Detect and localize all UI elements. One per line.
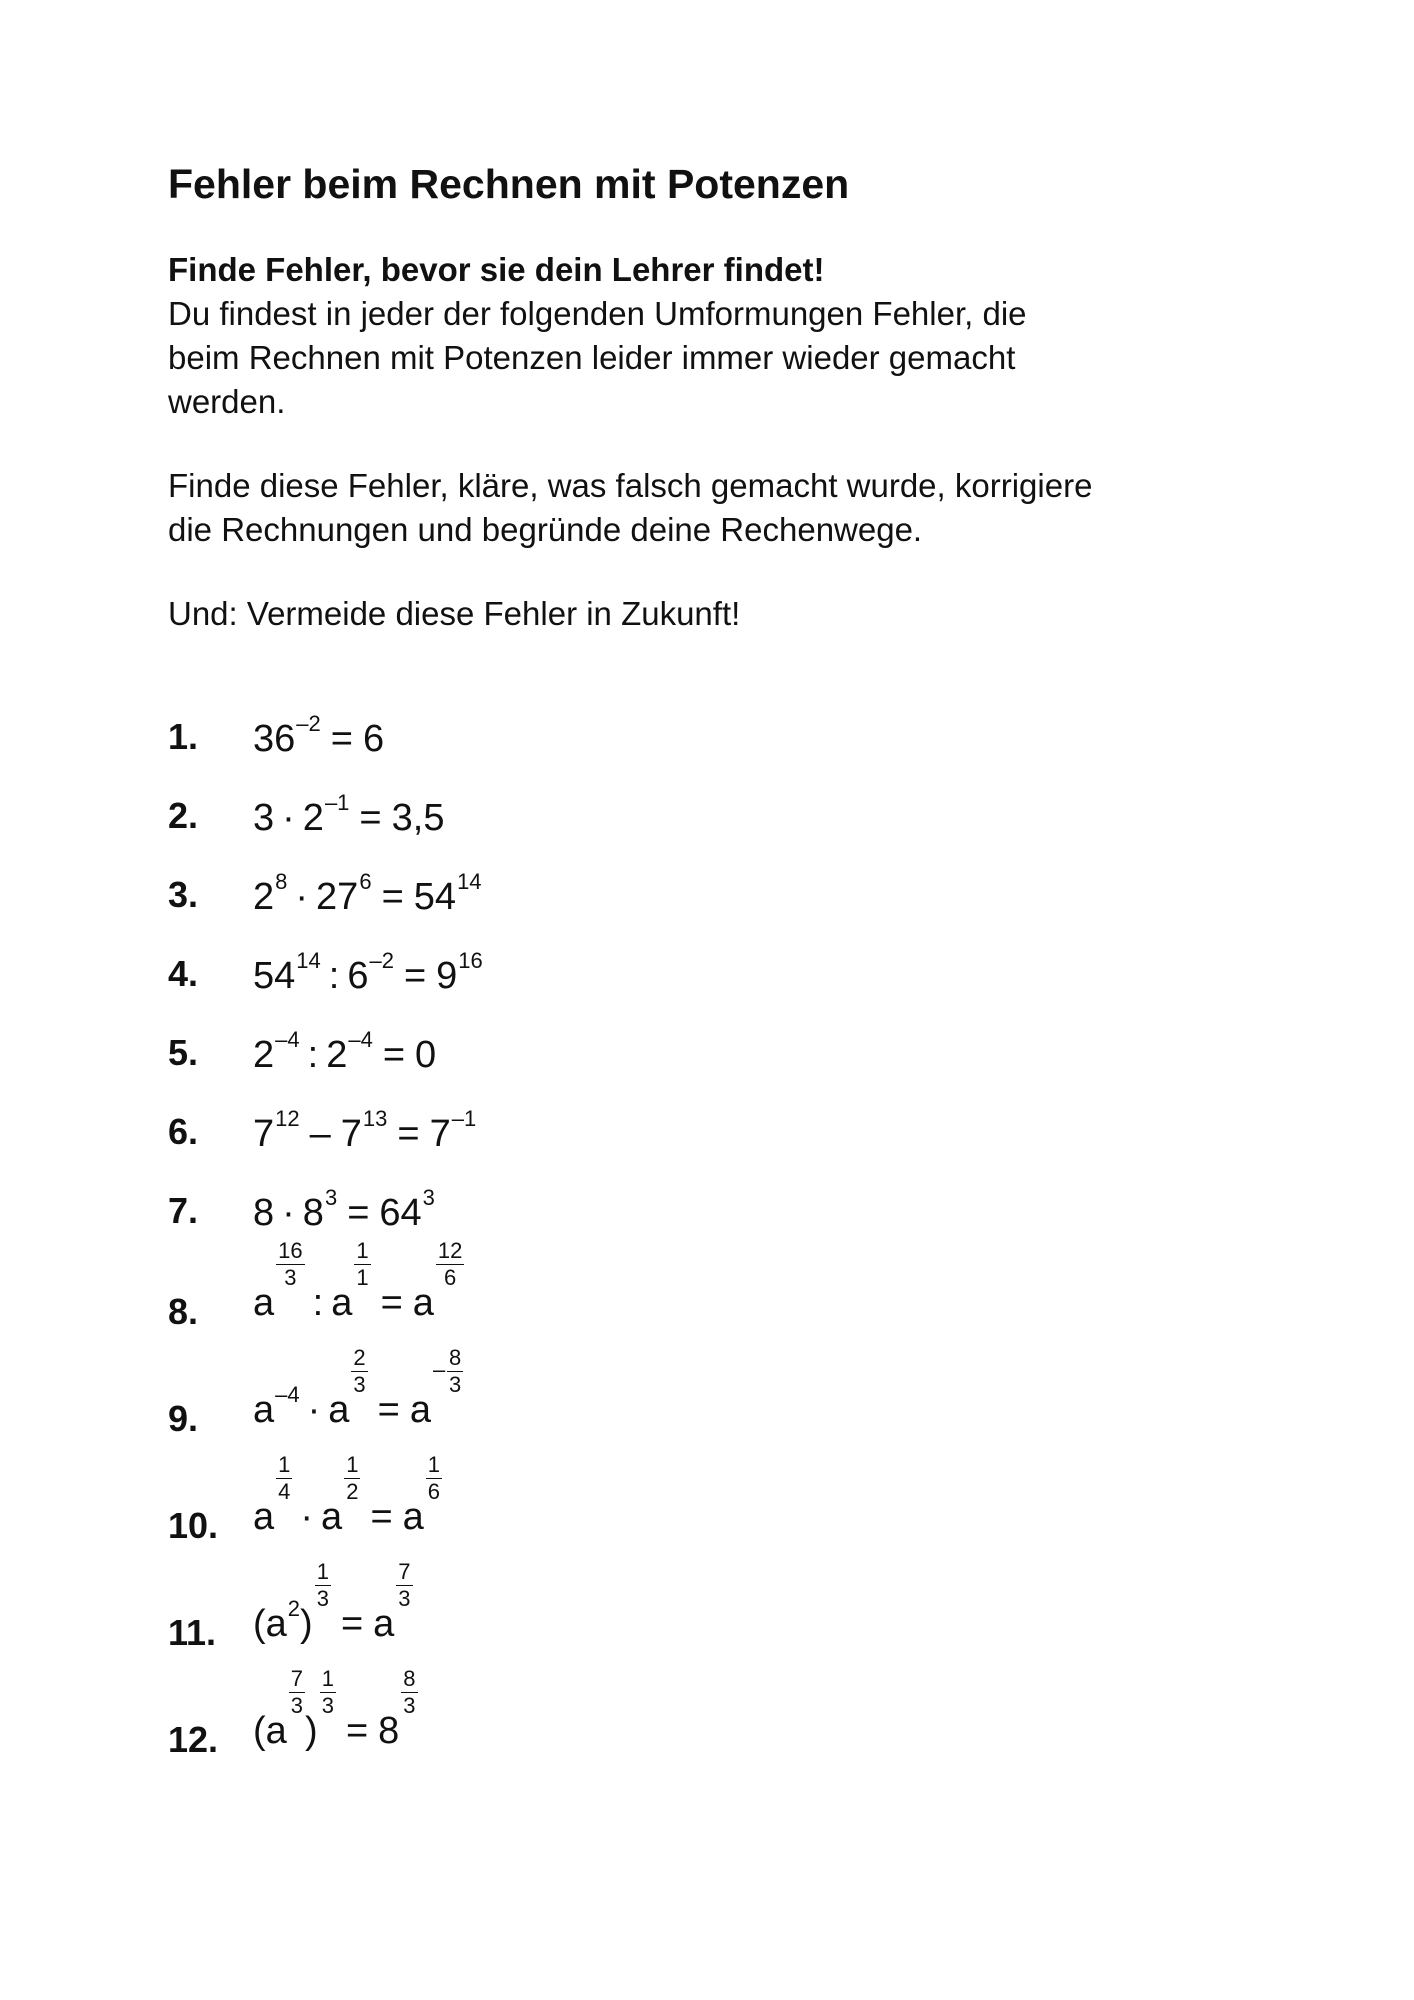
problem-expression [253, 1185, 435, 1234]
problem-expression [253, 1027, 437, 1076]
operator: · [307, 1389, 321, 1431]
exponent: 6 [359, 869, 372, 895]
base: a [253, 1389, 275, 1431]
exponent: 3 [422, 1185, 435, 1211]
problem-number: 10. [168, 1505, 219, 1546]
exponent: 2 [287, 1596, 301, 1622]
exponent: 3 [324, 1185, 338, 1211]
base: a [409, 1389, 432, 1431]
problem-item [168, 1559, 1068, 1664]
numerator: 7 [398, 1559, 411, 1584]
denominator: 3 [403, 1693, 416, 1718]
operator: · [282, 797, 295, 839]
problem-expression [253, 869, 482, 918]
problem-expression [253, 711, 385, 760]
problem-number: 2. [168, 795, 199, 836]
task-paragraph: Finde diese Fehler, kläre, was falsch gemacht wurde, korrigiere die Rechnungen und begründe deine Rechenwege. [168, 467, 1093, 549]
problem-expression [253, 1666, 418, 1761]
problem-expression [253, 1452, 442, 1547]
numerator: 1 [316, 1559, 329, 1584]
result: 3,5 [391, 797, 445, 839]
denominator: 3 [449, 1372, 462, 1397]
operator: = [403, 955, 427, 997]
problem-number: 3. [168, 874, 199, 915]
base: a [253, 1282, 275, 1324]
denominator: 1 [356, 1265, 369, 1290]
numerator: 1 [427, 1452, 441, 1477]
result: 6 [362, 718, 385, 760]
numerator: 12 [437, 1238, 463, 1263]
problem-item [168, 1345, 1068, 1450]
page-title: Fehler beim Rechnen mit Potenzen [168, 161, 850, 207]
exponent: –1 [324, 790, 350, 816]
exponent: –1 [451, 1106, 477, 1132]
operator: · [300, 1496, 314, 1538]
problem-expression [253, 1345, 463, 1440]
base: a [328, 1389, 350, 1431]
fraction-exponent [401, 1668, 417, 1717]
fraction-exponent [276, 1240, 304, 1289]
base: 8 [378, 1710, 400, 1752]
numerator: 1 [356, 1238, 369, 1263]
problem-expression [253, 790, 445, 839]
exponent: –2 [369, 948, 394, 974]
base: (a [253, 1710, 287, 1752]
exponent: 8 [275, 869, 288, 895]
problem-number: 6. [168, 1111, 199, 1152]
problem-number: 9. [168, 1398, 199, 1439]
problem-number: 7. [168, 1190, 199, 1231]
operator: = [330, 718, 353, 760]
denominator: 3 [353, 1372, 366, 1397]
fraction-exponent [354, 1240, 370, 1289]
fraction-exponent [396, 1561, 412, 1610]
operator: : [307, 1034, 319, 1076]
base: a [412, 1282, 434, 1324]
base: 9 [436, 955, 458, 997]
exponent: –4 [275, 1027, 300, 1053]
minus-sign: – [433, 1357, 446, 1382]
base: (a [253, 1603, 287, 1645]
problem-number: 12. [168, 1719, 219, 1760]
base: a [253, 1496, 275, 1538]
operator: · [282, 1192, 295, 1234]
problem-expression [253, 1106, 477, 1155]
base: 2 [253, 1034, 275, 1076]
fraction-exponent [289, 1668, 305, 1717]
denominator: 3 [284, 1265, 297, 1290]
problem-number: 1. [168, 716, 199, 757]
problem-item [168, 1238, 1068, 1343]
numerator: 16 [278, 1238, 303, 1263]
operator: = [382, 1034, 406, 1076]
base: 2 [302, 797, 324, 839]
base: 6 [347, 955, 369, 997]
operator: = [381, 876, 404, 918]
fraction-exponent [315, 1561, 331, 1610]
operator: = [397, 1113, 420, 1155]
denominator: 6 [427, 1479, 441, 1504]
base: a [331, 1282, 353, 1324]
problem-number: 5. [168, 1032, 199, 1073]
fraction-exponent [351, 1347, 367, 1396]
base: a [321, 1496, 343, 1538]
subtitle: Finde Fehler, bevor sie dein Lehrer findet! [168, 251, 825, 289]
operator: : [328, 955, 340, 997]
denominator: 4 [278, 1479, 291, 1504]
numerator: 1 [278, 1452, 291, 1477]
numerator: 1 [346, 1452, 359, 1477]
problem-item [168, 1666, 1068, 1771]
problem-item [168, 1004, 1068, 1084]
base: 7 [429, 1113, 451, 1155]
problem-item [168, 688, 1068, 768]
base: 54 [413, 876, 457, 918]
operator: = [359, 797, 382, 839]
factor: 8 [253, 1192, 275, 1234]
problem-item [168, 767, 1068, 847]
operator: · [295, 876, 309, 918]
operator: = [377, 1389, 400, 1431]
exponent: –2 [296, 711, 321, 737]
exponent: 14 [457, 869, 482, 895]
problem-expression [253, 1559, 413, 1654]
problem-number: 11. [168, 1612, 217, 1653]
problem-item [168, 1452, 1068, 1557]
operator: = [340, 1603, 364, 1645]
numerator: 2 [353, 1345, 366, 1370]
base: a [402, 1496, 424, 1538]
fraction-exponent [276, 1454, 292, 1503]
closing-paragraph: Und: Vermeide diese Fehler in Zukunft! [168, 595, 741, 633]
base: 7 [340, 1113, 362, 1155]
problem-number: 4. [168, 953, 199, 994]
numerator: 8 [403, 1666, 416, 1691]
operator: – [309, 1113, 331, 1155]
operator: = [345, 1710, 369, 1752]
problem-item [168, 846, 1068, 926]
operator: : [312, 1282, 324, 1324]
exponent: 13 [362, 1106, 388, 1132]
denominator: 2 [346, 1479, 359, 1504]
intro-paragraph: Du findest in jeder der folgenden Umformungen Fehler, die beim Rechnen mit Potenzen leider immer wieder gemacht werden. [168, 295, 1027, 421]
base: a [373, 1603, 395, 1645]
base: 36 [253, 718, 296, 760]
numerator: 7 [290, 1666, 304, 1691]
problem-item [168, 1083, 1068, 1163]
fraction-exponent [344, 1454, 360, 1503]
base: 2 [253, 876, 275, 918]
denominator: 3 [290, 1693, 304, 1718]
base: 7 [253, 1113, 275, 1155]
paren: ) [305, 1710, 318, 1752]
base: 27 [316, 876, 359, 918]
denominator: 3 [321, 1693, 334, 1718]
problem-expression [253, 948, 483, 997]
exponent: 14 [296, 948, 321, 974]
base: 8 [302, 1192, 324, 1234]
fraction-exponent [433, 1345, 463, 1397]
worksheet [168, 160, 1268, 636]
numerator: 1 [321, 1666, 334, 1691]
exponent: 16 [458, 948, 483, 974]
fraction-exponent [436, 1240, 464, 1289]
operator: = [347, 1192, 370, 1234]
problem-item [168, 1162, 1068, 1242]
numerator: 8 [449, 1345, 462, 1370]
problem-expression [253, 1238, 464, 1333]
base: 54 [253, 955, 296, 997]
fraction-exponent [320, 1668, 336, 1717]
operator: = [370, 1496, 393, 1538]
problem-number: 8. [168, 1291, 199, 1332]
exponent: –4 [348, 1027, 373, 1053]
denominator: 6 [444, 1265, 457, 1290]
paren: ) [300, 1603, 313, 1645]
factor: 3 [253, 797, 275, 839]
denominator: 3 [398, 1586, 411, 1611]
exponent: –4 [275, 1382, 300, 1408]
denominator: 3 [316, 1586, 329, 1611]
exponent: 12 [275, 1106, 300, 1132]
operator: = [380, 1282, 403, 1324]
base: 64 [379, 1192, 422, 1234]
problem-item [168, 925, 1068, 1005]
fraction-exponent [426, 1454, 442, 1503]
result: 0 [415, 1034, 437, 1076]
base: 2 [326, 1034, 348, 1076]
